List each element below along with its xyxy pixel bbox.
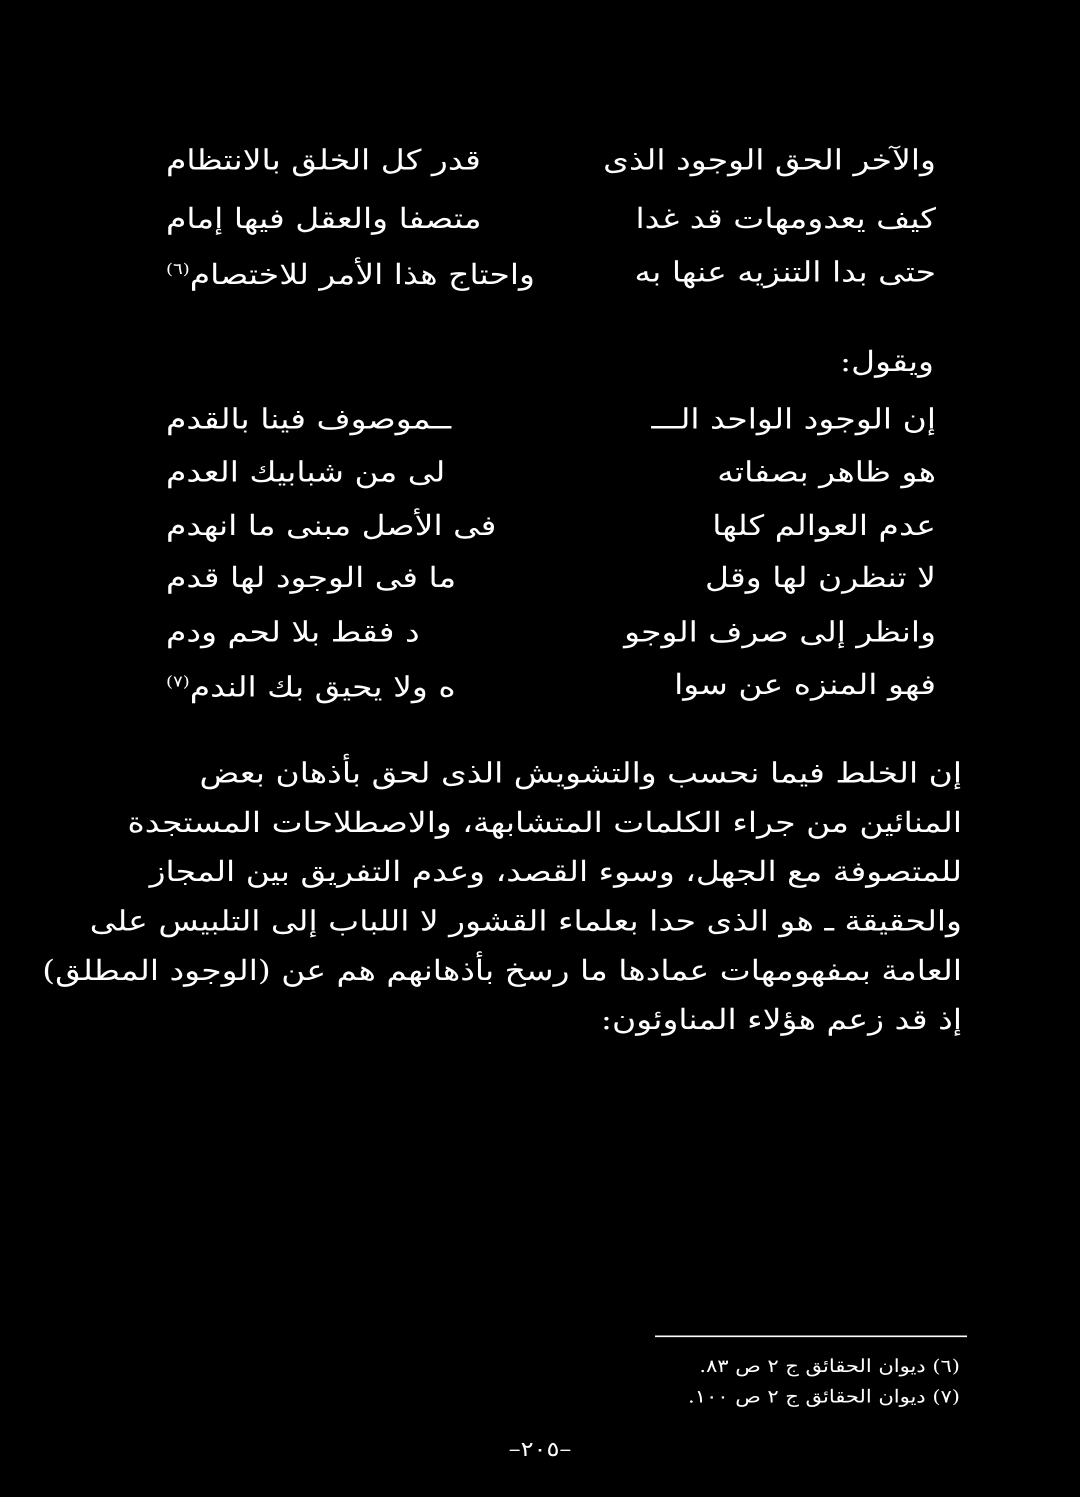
prose-paragraph <box>42 749 962 1045</box>
verse-first-hemistich: كيف يعدومهات قد غدا <box>635 201 936 235</box>
footnote-7: (٧) ديوان الحقائق ج ٢ ص ١٠٠. <box>688 1386 960 1407</box>
poem2-verse-1 <box>166 398 936 441</box>
poem2-verse-6 <box>166 663 936 706</box>
verse-second-hemistich: متصفا والعقل فيها إمام <box>166 201 482 235</box>
poem2-verse-4 <box>166 556 936 599</box>
verse-second-hemistich: قدر كل الخلق بالانتظام <box>166 142 481 177</box>
footnote-marker: (٧) <box>166 672 190 691</box>
verse-second-hemistich: ــموصوف فينا بالقدم <box>166 402 452 436</box>
poem1-verse-3 <box>166 251 936 294</box>
verse-second-hemistich: لى من شبابيك العدم <box>166 455 446 489</box>
verse-first-hemistich: فهو المنزه عن سوا <box>674 667 936 701</box>
prose-line: العامة بمفهومهات عمادها ما رسخ بأذهانهم هم عن (الوجود المطلق) <box>42 953 962 987</box>
poem1-verse-2 <box>166 197 936 240</box>
footnote-6: (٦) ديوان الحقائق ج ٢ ص ٨٣. <box>699 1355 960 1377</box>
verse-first-hemistich: حتى بدا التنزيه عنها به <box>634 255 936 289</box>
prose-line: المنائين من جراء الكلمات المتشابهة، والاصطلاحات المستجدة <box>127 805 962 839</box>
verse-first-hemistich: إن الوجود الواحد الـــ <box>651 402 936 436</box>
verse-second-hemistich: ما فى الوجود لها قدم <box>166 560 457 594</box>
verse-first-hemistich: والآخر الحق الوجود الذى <box>603 142 936 177</box>
footnotes <box>688 1351 960 1412</box>
verse-second-hemistich <box>166 248 536 296</box>
hemistich-text: واحتاج هذا الأمر للاختصام <box>189 257 535 291</box>
verse-first-hemistich: وانظر إلى صرف الوجو <box>624 614 936 649</box>
footnote-divider <box>655 1335 967 1337</box>
footnote-marker: (٦) <box>166 260 190 279</box>
poem1-verse-1 <box>166 139 936 182</box>
hemistich-text: ه ولا يحيق بك الندم <box>189 670 456 704</box>
verse-second-hemistich: فى الأصل مبنى ما انهدم <box>166 508 497 542</box>
prose-line: إن الخلط فيما نحسب والتشويش الذى لحق بأذهان بعض <box>199 756 962 790</box>
verse-first-hemistich: هو ظاهر بصفاته <box>717 455 936 489</box>
verse-first-hemistich: عدم العوالم كلها <box>712 508 936 542</box>
prose-line: والحقيقة ـ هو الذى حدا بعلماء القشور لا اللباب إلى التلبيس على <box>89 904 962 938</box>
verse-first-hemistich: لا تنظرن لها وقل <box>705 560 936 594</box>
intro-line: ويقول: <box>840 344 934 378</box>
verse-second-hemistich: د فقط بلا لحم ودم <box>166 614 420 649</box>
poem2-verse-5 <box>166 611 936 654</box>
page-number: –٢٠٥– <box>508 1437 572 1462</box>
poem2-verse-3 <box>166 504 936 547</box>
prose-line: للمتصوفة مع الجهل، وسوء القصد، وعدم التفريق بين المجاز <box>149 854 962 889</box>
prose-line: إذ قد زعم هؤلاء المناوئون: <box>600 1002 962 1037</box>
verse-second-hemistich <box>166 661 536 709</box>
poem2-verse-2 <box>166 451 936 494</box>
